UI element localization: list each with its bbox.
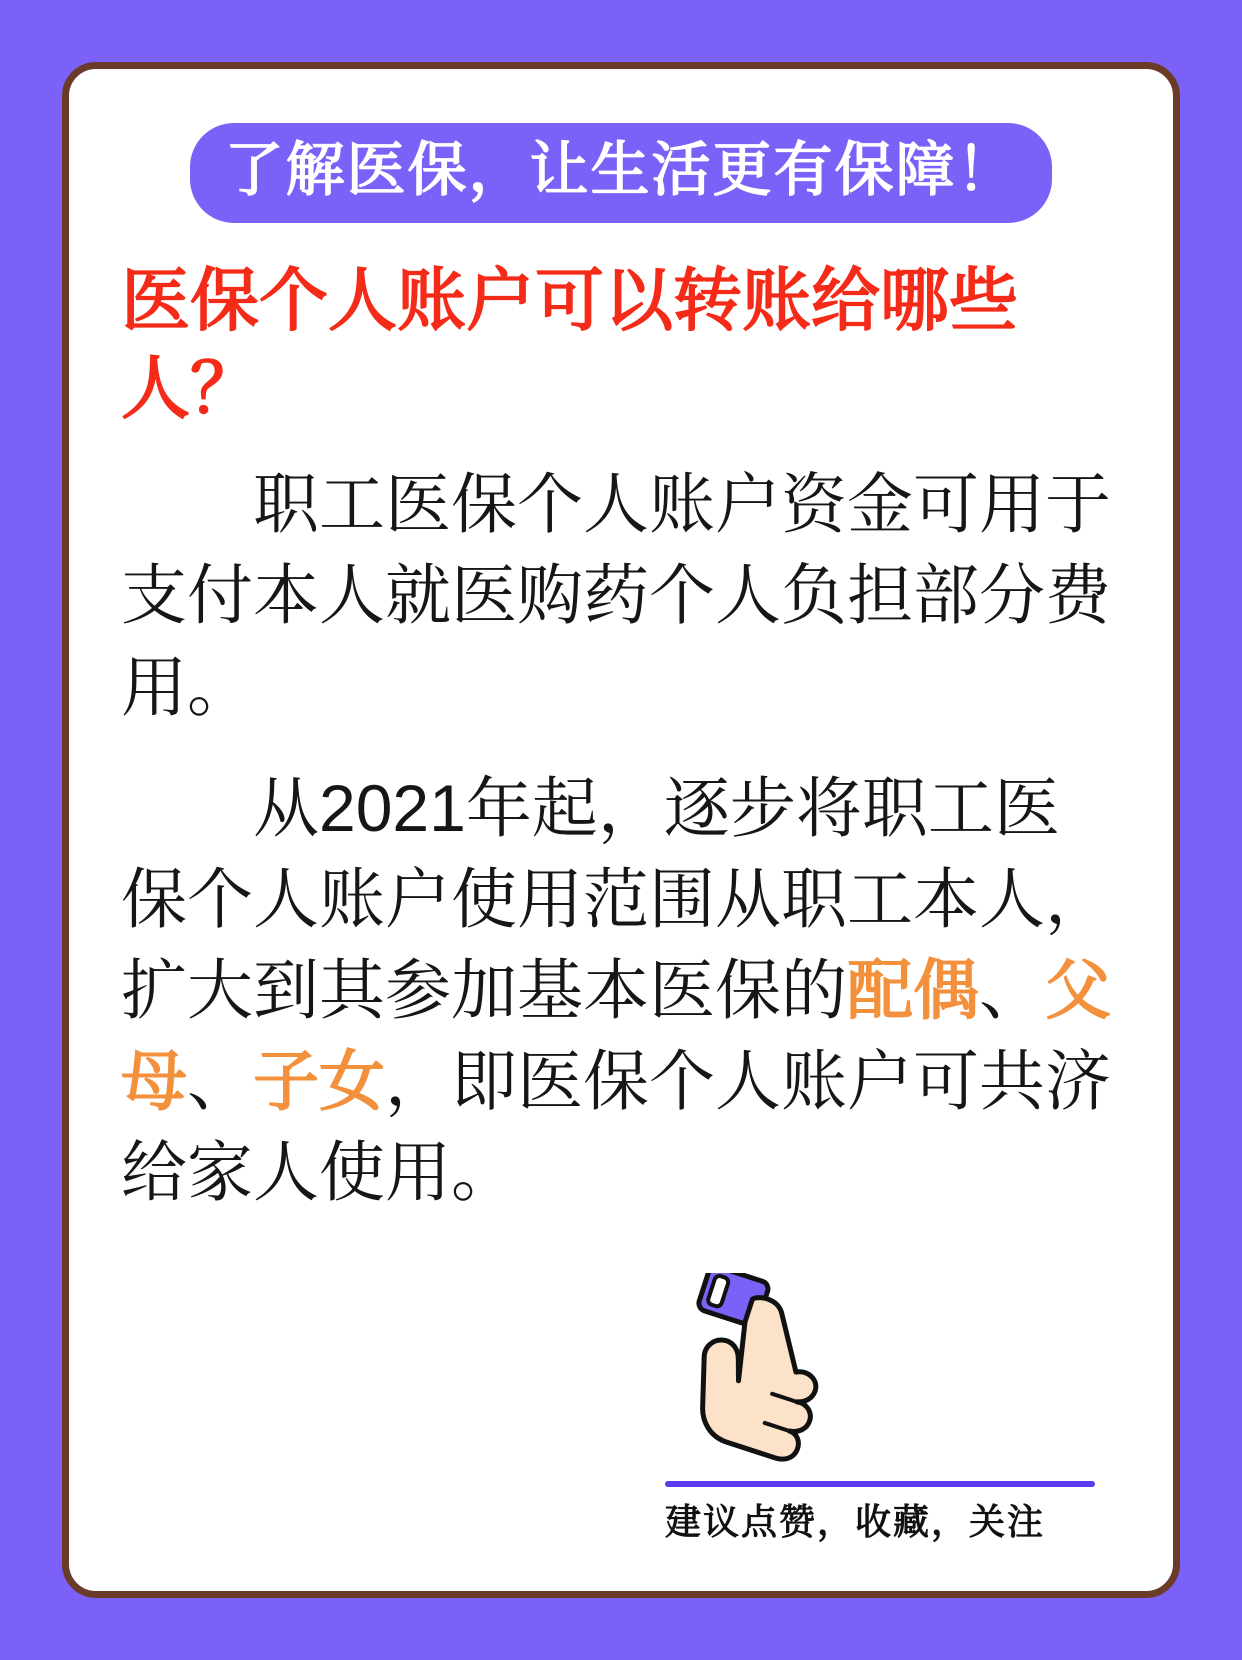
paragraph-one: 职工医保个人账户资金可用于支付本人就医购药个人负担部分费用。 (121, 467, 1111, 724)
paragraph-two-text-lead: 从2021年起，逐步将职工医保个人账户使用范围从职工本人，扩大到其参加基本医保的 (121, 770, 1111, 1027)
paragraph-two-text-tail: ，即医保个人账户可共济给家人使用。 (121, 1043, 1111, 1209)
banner-container (121, 123, 1121, 223)
footer-cta-label: 建议点赞，收藏，关注 (665, 1501, 1046, 1542)
paragraph-two (121, 763, 1121, 1218)
footer-callout (647, 1273, 1117, 1553)
separator-two: 、 (187, 1043, 253, 1118)
highlight-parents: 父母 (121, 952, 1111, 1118)
highlight-children: 子女 (253, 1043, 385, 1118)
highlight-spouse: 配偶 (847, 952, 979, 1027)
banner-label: 了解医保，让生活更有保障！ (190, 123, 1051, 223)
footer-divider (665, 1481, 1095, 1487)
pointing-hand-icon (657, 1273, 887, 1483)
separator-one: 、 (979, 952, 1045, 1027)
page-title: 医保个人账户可以转账给哪些人？ (121, 261, 1018, 428)
poster-card (62, 62, 1180, 1598)
